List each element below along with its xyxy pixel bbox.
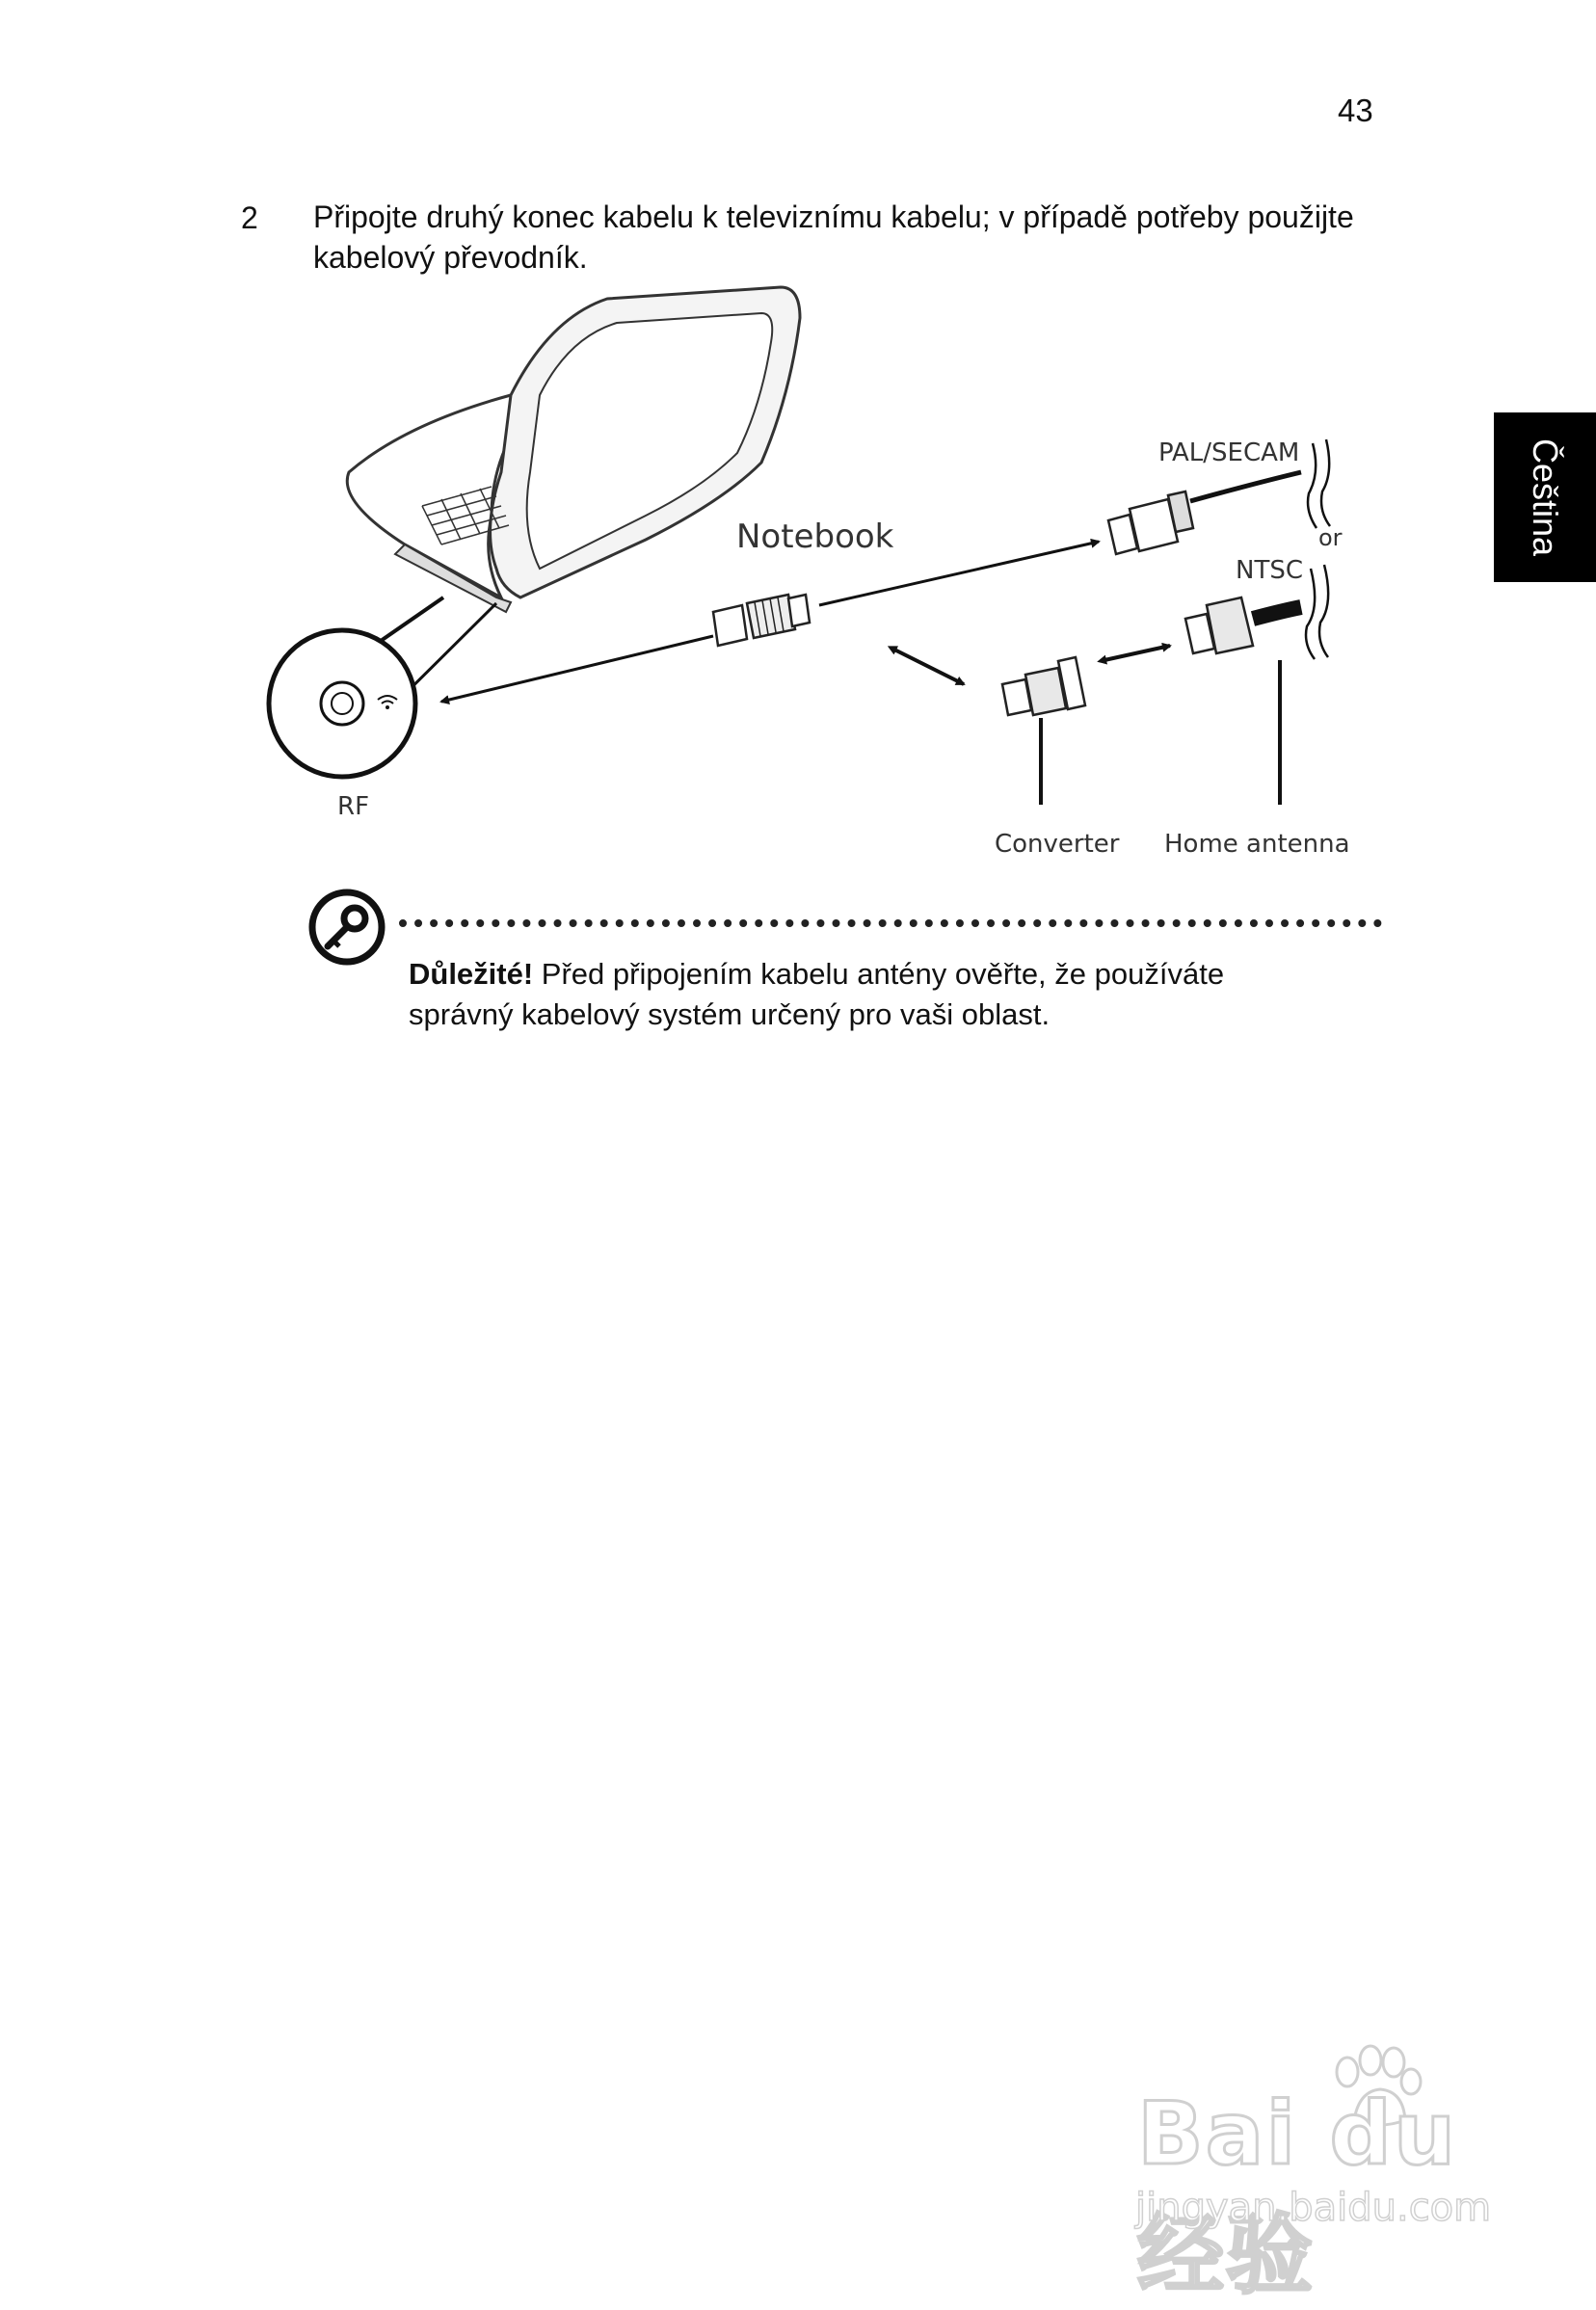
cable-break bbox=[1308, 439, 1330, 528]
converter-label: Converter bbox=[995, 830, 1120, 859]
pal-secam-plug bbox=[1108, 491, 1193, 554]
notebook-illustration bbox=[347, 287, 800, 612]
connection-diagram-svg bbox=[260, 279, 1378, 877]
cable-break bbox=[1306, 565, 1328, 659]
or-label: or bbox=[1318, 524, 1343, 551]
important-note-body: Před připojením kabelu antény ověřte, že používáte správný kabelový systém určený pro vaši oblast. bbox=[409, 957, 1225, 1031]
baidu-watermark bbox=[1118, 2043, 1523, 2306]
arrow-connector-to-converter bbox=[894, 650, 964, 684]
notebook-label: Notebook bbox=[736, 518, 894, 556]
pal-secam-label: PAL/SECAM bbox=[1158, 438, 1300, 467]
rf-port-icon bbox=[269, 630, 415, 777]
language-tab bbox=[1494, 412, 1596, 582]
dotted-divider bbox=[399, 919, 1382, 927]
page-number: 43 bbox=[1338, 93, 1373, 128]
ntsc-label: NTSC bbox=[1236, 556, 1303, 585]
step-number: 2 bbox=[241, 200, 258, 235]
ntsc-plug bbox=[1185, 597, 1253, 653]
arrow-to-rf bbox=[441, 636, 713, 702]
key-icon bbox=[306, 887, 387, 968]
home-antenna-label: Home antenna bbox=[1164, 830, 1350, 859]
connection-diagram bbox=[260, 279, 1378, 877]
important-note-heading: Důležité! bbox=[409, 957, 534, 991]
watermark-main: Bai du 经验 bbox=[1137, 2084, 1458, 2306]
pal-secam-cable bbox=[1190, 472, 1301, 501]
step-text: Připojte druhý konec kabelu k televiznímu kabelu; v případě potřeby použijte kabelový převodník. bbox=[313, 199, 1354, 275]
language-tab-label: Čeština bbox=[1526, 438, 1565, 557]
watermark-url: jingyan.baidu.com bbox=[1135, 2186, 1492, 2230]
important-note bbox=[409, 954, 1276, 1035]
rf-label: RF bbox=[337, 792, 370, 821]
ntsc-cable bbox=[1253, 607, 1301, 619]
converter-plug bbox=[1002, 657, 1085, 715]
notebook-cable-connector bbox=[713, 595, 810, 646]
arrow-converter-to-ntsc bbox=[1104, 646, 1170, 660]
